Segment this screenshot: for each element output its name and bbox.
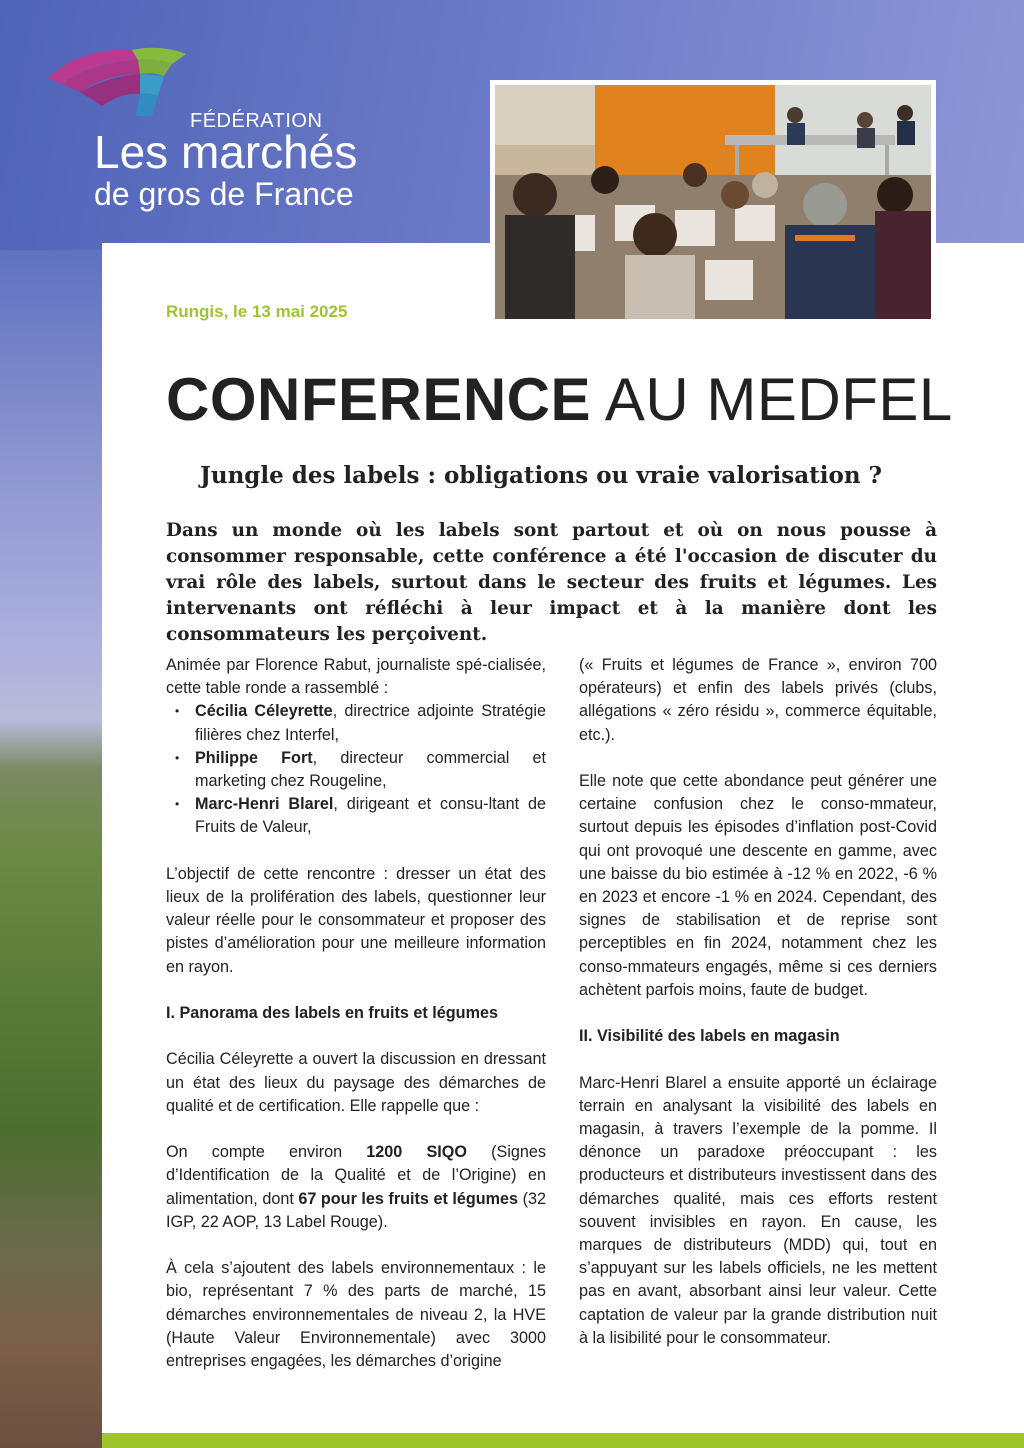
- speaker-role: , directrice adjointe Stratégie filières chez Interfel,: [195, 702, 546, 744]
- paragraph: (« Fruits et légumes de France », environ 700 opérateurs) et enfin des labels privés (clubs, allégations « zéro résidu », commerce équitable, etc.).: [579, 656, 937, 744]
- text-run: (Signes d’Identification de la Qualité et de l’Origine) en alimentation, dont: [166, 1143, 546, 1208]
- paragraph: [166, 1141, 546, 1234]
- intro-paragraph: Dans un monde où les labels sont partout et où on nous pousse à consommer responsable, cette conférence a été l'occasion de discuter du vrai rôle des labels, surtout dans le secteur des fruits et légumes. Les intervenants ont réfléchi à leur impact et à la manière dont les consommateurs les perçoivent.: [166, 520, 937, 645]
- speaker-role: , dirigeant et consu-ltant de Fruits de Valeur,: [195, 795, 546, 837]
- date-line: Rungis, le 13 mai 2025: [166, 302, 348, 321]
- speaker-name: Marc-Henri Blarel: [195, 795, 334, 814]
- logo-name-line2: de gros de France: [94, 176, 354, 212]
- paragraph: Marc-Henri Blarel a ensuite apporté un éclairage terrain en analysant la visibilité des labels en magasin, à travers l’exemple de la pomme. Il dénonce un paradoxe préoccupant : les producteurs et distributeurs investissent dans des démarches qualité, mais ces efforts restent souvent invisibles en rayon. En cause, les marques de distributeurs (MDD) qui, tout en s’appuyant sur les labels officiels, ne les mettent pas en avant, absorbant ainsi leur valeur. Cette captation de valeur par la grande distribution nuit à la lisibilité pour le consommateur.: [579, 1073, 937, 1347]
- list-item: [195, 700, 546, 746]
- text-run: On compte environ: [166, 1143, 367, 1162]
- landscape-side-image: [0, 250, 102, 1448]
- paragraph: Elle note que cette abondance peut générer une certaine confusion chez le conso-mmateur, surtout depuis les épisodes d’inflation post-Covid qui ont provoqué une descente en gamme, avec une baisse du bio estimée à -12 % en 2022, -6 % en 2023 et encore -1 % en 2024. Cependant, des signes de stabilisation et de reprise sont perceptibles en fin 2024, notamment chez les conso-mmateurs engagés, même si ces derniers achètent parfois moins, faute de budget.: [579, 772, 937, 999]
- paragraph: L’objectif de cette rencontre : dresser un état des lieux de la prolifération des labels, questionner leur valeur réelle pour le consommateur et proposer des pistes d’amélioration pour une meilleure information en rayon.: [166, 864, 546, 976]
- paragraph: Animée par Florence Rabut, journaliste spé-cialisée, cette table ronde a rassemblé :: [166, 656, 546, 698]
- list-item: [195, 793, 546, 839]
- column-right: [579, 654, 937, 1350]
- text-bold: 67 pour les fruits et légumes: [298, 1189, 519, 1208]
- text-run: (32 IGP, 22 AOP, 13 Label Rouge).: [166, 1189, 546, 1231]
- paragraph: Cécilia Céleyrette a ouvert la discussion en dressant un état des lieux du paysage des démarches de qualité et de certification. Elle rappelle que :: [166, 1050, 546, 1115]
- paragraph: À cela s’ajoutent des labels environnementaux : le bio, représentant 7 % des parts de marché, 15 démarches environnementales de niveau 2, la HVE (Haute Valeur Environnementale) avec 3000 entreprises engagées, les démarches d’origine: [166, 1259, 546, 1371]
- subtitle: Jungle des labels : obligations ou vraie valorisation ?: [199, 462, 883, 489]
- logo-name-line1: Les marchés: [94, 126, 358, 178]
- logo-fan-icon: [40, 40, 200, 120]
- page-title: [166, 364, 953, 436]
- speaker-name: Philippe Fort: [195, 748, 313, 767]
- title-bold: CONFERENCE: [166, 366, 592, 433]
- speaker-role: , directeur commercial et marketing chez Rougeline,: [195, 748, 547, 791]
- speaker-list: [166, 700, 546, 839]
- section-heading: I. Panorama des labels en fruits et légumes: [166, 1004, 498, 1023]
- section-heading: II. Visibilité des labels en magasin: [579, 1027, 840, 1046]
- text-bold: 1200 SIQO: [366, 1143, 467, 1162]
- speaker-name: Cécilia Céleyrette: [195, 702, 333, 721]
- title-light: AU MEDFEL: [604, 366, 953, 433]
- federation-logo: [40, 40, 460, 220]
- conference-photo: [490, 80, 936, 324]
- column-left: [166, 654, 546, 1373]
- footer-bar: [102, 1433, 1024, 1448]
- logo-federation-text: FÉDÉRATION: [190, 110, 323, 132]
- list-item: [195, 747, 546, 793]
